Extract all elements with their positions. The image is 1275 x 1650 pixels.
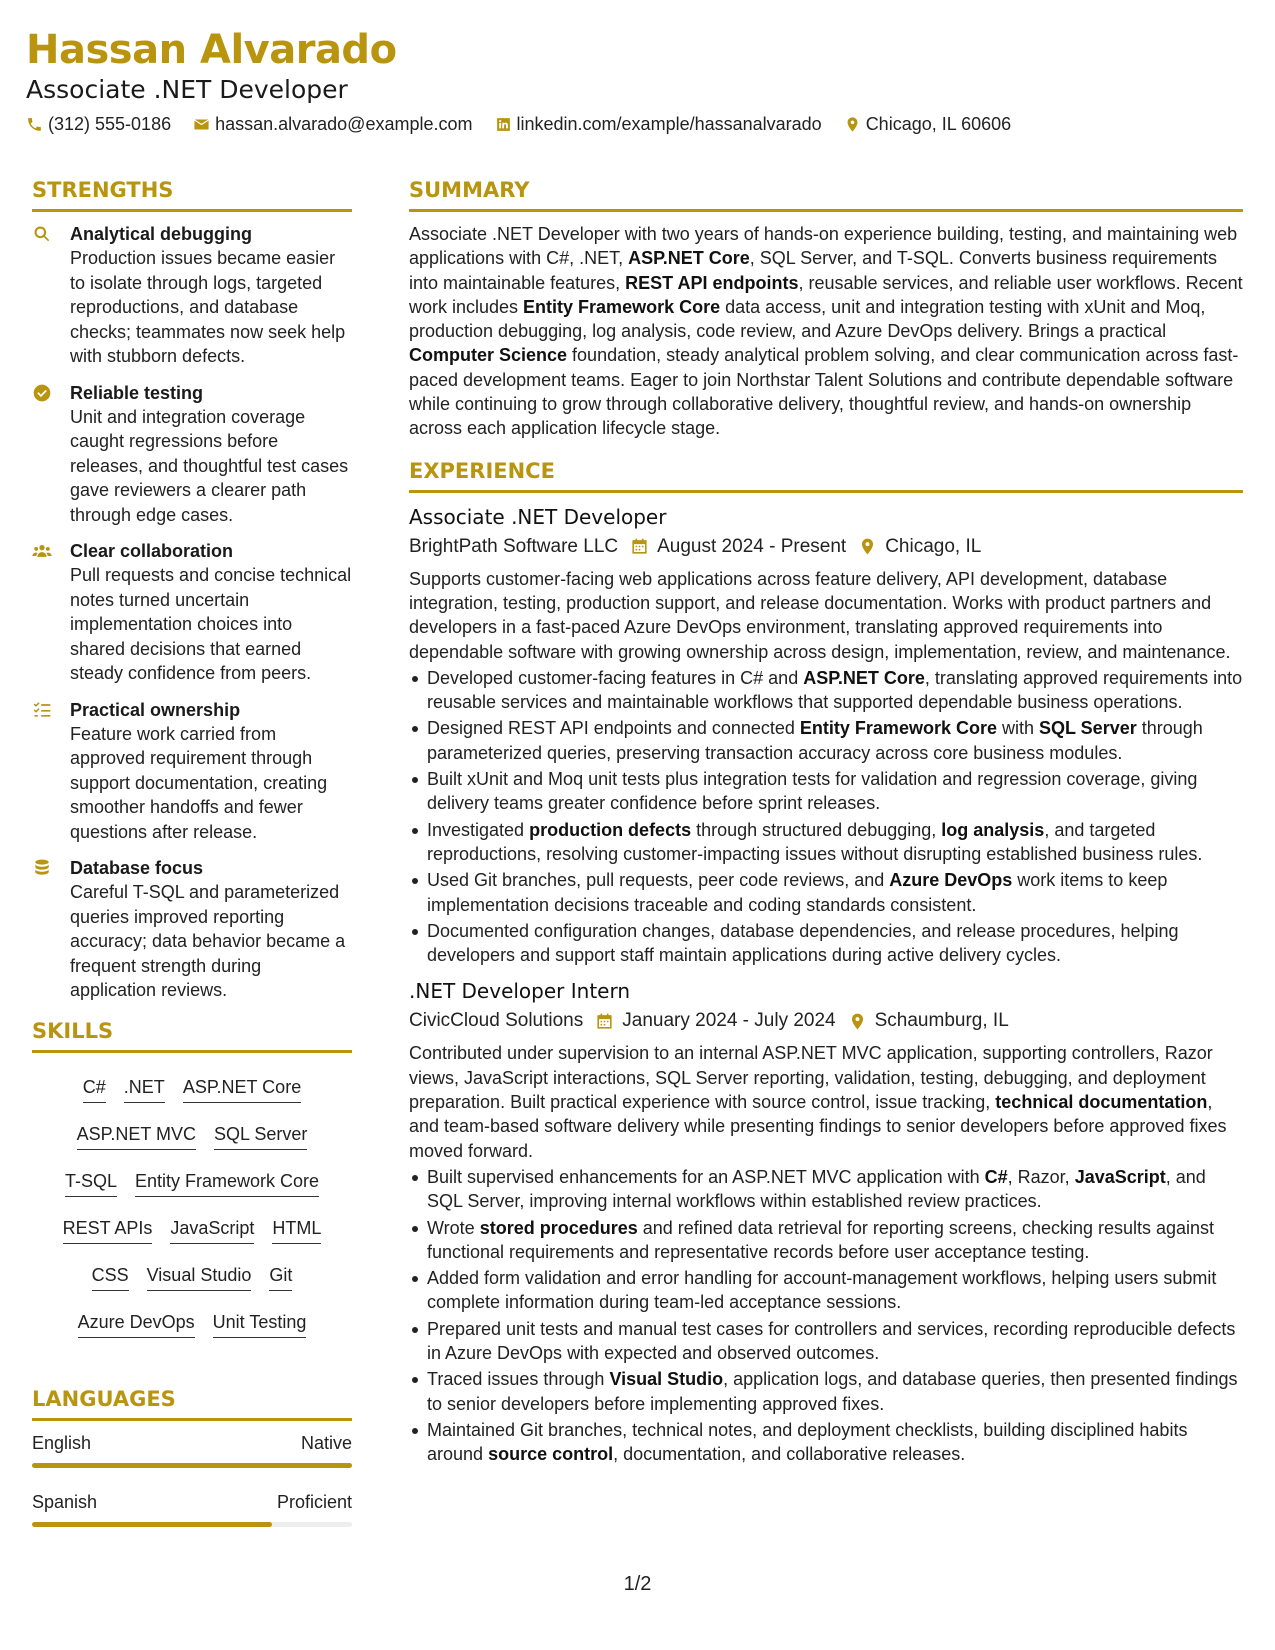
contact-text: (312) 555-0186 <box>48 114 172 134</box>
contact-phone[interactable] <box>26 114 171 135</box>
strength-title: Reliable testing <box>70 382 204 403</box>
job-entry <box>409 503 1243 968</box>
contact-text: linkedin.com/example/hassanalvarado <box>516 114 822 134</box>
strength-item <box>32 381 352 528</box>
languages-heading: LANGUAGES <box>32 1385 352 1421</box>
language-name: Spanish <box>32 1491 98 1512</box>
envelope-icon <box>193 116 210 133</box>
language-proficiency-fill <box>32 1522 272 1527</box>
checklist-icon <box>32 700 52 720</box>
strength-item <box>32 698 352 845</box>
language-level: Native <box>300 1432 352 1453</box>
skill-tag: Visual Studio <box>147 1263 252 1291</box>
skills-list <box>32 1063 352 1351</box>
skill-tag: Entity Framework Core <box>135 1169 319 1197</box>
skill-tag: ASP.NET Core <box>183 1075 301 1103</box>
bullet-item: Built supervised enhancements for an ASP.NET MVC application with C#, Razor, JavaScript, and SQL Server, improving internal workflows within established review practices. <box>409 1165 1243 1214</box>
language-proficiency-bar <box>32 1522 352 1527</box>
strength-title: Analytical debugging <box>70 224 253 244</box>
candidate-title: Associate .NET Developer <box>26 75 348 104</box>
bullet-item: Documented configuration changes, database dependencies, and release procedures, helping developers and support staff maintain applications during active delivery cycles. <box>409 919 1243 968</box>
language-proficiency-fill <box>32 1463 352 1468</box>
strength-text: Pull requests and concise technical notes turned uncertain implementation choices into shared decisions that earned steady confidence from peers. <box>70 565 352 683</box>
check-circle-icon <box>32 383 52 403</box>
contact-email[interactable] <box>193 114 472 135</box>
strength-title: Database focus <box>70 858 204 878</box>
search-icon <box>32 224 52 244</box>
right-column <box>409 176 1243 1476</box>
experience-heading: EXPERIENCE <box>409 457 1243 493</box>
bullet-item: Added form validation and error handling for account-management workflows, helping users submit complete information during team-led acceptance sessions. <box>409 1266 1243 1315</box>
job-title: .NET Developer Intern <box>409 979 631 1004</box>
language-proficiency-bar <box>32 1463 352 1468</box>
skill-tag: REST APIs <box>63 1216 153 1244</box>
skill-tag: SQL Server <box>214 1122 307 1150</box>
job-dates: January 2024 - July 2024 <box>622 1010 836 1032</box>
job-title: Associate .NET Developer <box>409 504 667 529</box>
page-number: 1/2 <box>623 1573 652 1595</box>
skill-tag: CSS <box>92 1263 129 1291</box>
strengths-heading: STRENGTHS <box>32 176 352 212</box>
skill-tag: Unit Testing <box>213 1310 307 1338</box>
map-pin-icon <box>858 537 877 556</box>
skill-tag: Git <box>269 1263 292 1291</box>
bullet-item: Traced issues through Visual Studio, application logs, and database queries, then presented findings to senior developers before implementing approved fixes. <box>409 1367 1243 1416</box>
skill-tag: JavaScript <box>170 1216 254 1244</box>
job-bullets <box>409 1165 1243 1467</box>
strength-title: Clear collaboration <box>70 541 234 561</box>
bullet-item: Investigated production defects through structured debugging, log analysis, and targeted reproductions, resolving customer-impacting issues without disrupting established business rules. <box>409 818 1243 867</box>
bullet-item: Prepared unit tests and manual test cases for controllers and services, recording reproducible defects in Azure DevOps with expected and observed outcomes. <box>409 1317 1243 1366</box>
bullet-item: Developed customer-facing features in C# and ASP.NET Core, translating approved requirements into reusable services and maintainable workflows that supported dependable business operations. <box>409 666 1243 715</box>
bullet-item: Wrote stored procedures and refined data retrieval for reporting screens, checking results against functional requirements and representative records before user acceptance testing. <box>409 1216 1243 1265</box>
strength-text: Careful T-SQL and parameterized queries improved reporting accuracy; data behavior became a frequent strength during application reviews. <box>70 882 346 1000</box>
language-level: Proficient <box>276 1491 352 1512</box>
strength-item <box>32 539 352 686</box>
skill-tag: C# <box>83 1075 106 1103</box>
map-pin-icon <box>848 1012 867 1031</box>
resume-header <box>26 24 1246 135</box>
strength-text: Feature work carried from approved requirement through support documentation, creating smoother handoffs and fewer questions after release. <box>70 723 328 842</box>
candidate-name: Hassan Alvarado <box>26 27 397 73</box>
users-icon <box>32 541 52 561</box>
calendar-icon <box>630 537 649 556</box>
contact-location <box>844 114 1011 135</box>
job-description: Supports customer-facing web applications across feature delivery, API development, database integration, testing, production support, and release documentation. Works with product partners and developers in a fast-paced Azure DevOps environment, translating approved requirements into dependable software with growing ownership across design, implementation, review, and maintenance. <box>409 568 1231 662</box>
contact-linkedin[interactable] <box>495 114 822 135</box>
database-icon <box>32 858 52 878</box>
language-item <box>32 1431 352 1468</box>
phone-icon <box>26 116 43 133</box>
strength-text: Production issues became easier to isolate through logs, targeted reproductions, and database checks; teammates now seek help with stubborn defects. <box>70 248 346 366</box>
contact-text: hassan.alvarado@example.com <box>215 114 473 134</box>
left-column <box>32 176 352 1549</box>
summary-heading: SUMMARY <box>409 176 1243 212</box>
job-description: Contributed under supervision to an internal ASP.NET MVC application, supporting controllers, Razor views, JavaScript interactions, SQL Server reporting, validation, testing, debugging, and deployment preparation. Built practical experience with source control, issue tracking, technical documentation, and team-based software delivery while presenting findings to senior developers before approved fixes moved forward. <box>409 1043 1227 1161</box>
job-dates: August 2024 - Present <box>657 535 847 557</box>
job-meta <box>409 1007 1243 1035</box>
skill-tag: T-SQL <box>65 1169 117 1197</box>
skill-tag: ASP.NET MVC <box>77 1122 196 1150</box>
contact-row <box>26 114 1246 135</box>
bullet-item: Designed REST API endpoints and connected Entity Framework Core with SQL Server through parameterized queries, preserving transaction accuracy across core business modules. <box>409 716 1243 765</box>
job-meta <box>409 533 1243 561</box>
job-location: Chicago, IL <box>885 535 982 557</box>
job-company: CivicCloud Solutions <box>409 1010 584 1032</box>
bullet-item: Used Git branches, pull requests, peer code reviews, and Azure DevOps work items to keep implementation decisions traceable and coding standards consistent. <box>409 868 1243 917</box>
calendar-icon <box>595 1012 614 1031</box>
map-pin-icon <box>844 116 861 133</box>
skill-tag: HTML <box>272 1216 321 1244</box>
strength-title: Practical ownership <box>70 699 241 720</box>
skills-heading: SKILLS <box>32 1017 352 1053</box>
summary-text: Associate .NET Developer with two years of hands-on experience building, testing, and maintaining web applications with C#, .NET, ASP.NET Core, SQL Server, and T-SQL. Converts business requirements into maintainable features, REST API endpoints, reusable services, and reliable user workflows. Recent work includes Entity Framework Core data access, unit and integration testing with xUnit and Moq, production debugging, log analysis, code review, and Azure DevOps delivery. Brings a practical Computer Science foundation, steady analytical problem solving, and clear communication across fast-paced development teams. Eager to join Northstar Talent Solutions and contribute dependable software while continuing to grow through collaborative delivery, thoughtful review, and hands-on ownership across each application lifecycle stage. <box>409 224 1243 439</box>
job-location: Schaumburg, IL <box>874 1010 1009 1032</box>
skill-tag: Azure DevOps <box>78 1310 195 1338</box>
skill-tag: .NET <box>124 1075 165 1103</box>
strength-item <box>32 856 352 1003</box>
linkedin-icon <box>495 116 512 133</box>
bullet-item: Built xUnit and Moq unit tests plus integration tests for validation and regression coverage, giving delivery teams greater confidence before sprint releases. <box>409 767 1243 816</box>
job-bullets <box>409 666 1243 968</box>
language-name: English <box>32 1432 92 1453</box>
contact-text: Chicago, IL 60606 <box>865 114 1012 134</box>
strength-text: Unit and integration coverage caught regressions before releases, and thoughtful test cases gave reviewers a clearer path through edge cases. <box>70 406 349 525</box>
job-company: BrightPath Software LLC <box>409 535 619 557</box>
strength-item <box>32 222 352 369</box>
job-entry <box>409 977 1243 1466</box>
bullet-item: Maintained Git branches, technical notes, and deployment checklists, building disciplined habits around source control, documentation, and collaborative releases. <box>409 1418 1243 1467</box>
language-item <box>32 1490 352 1527</box>
